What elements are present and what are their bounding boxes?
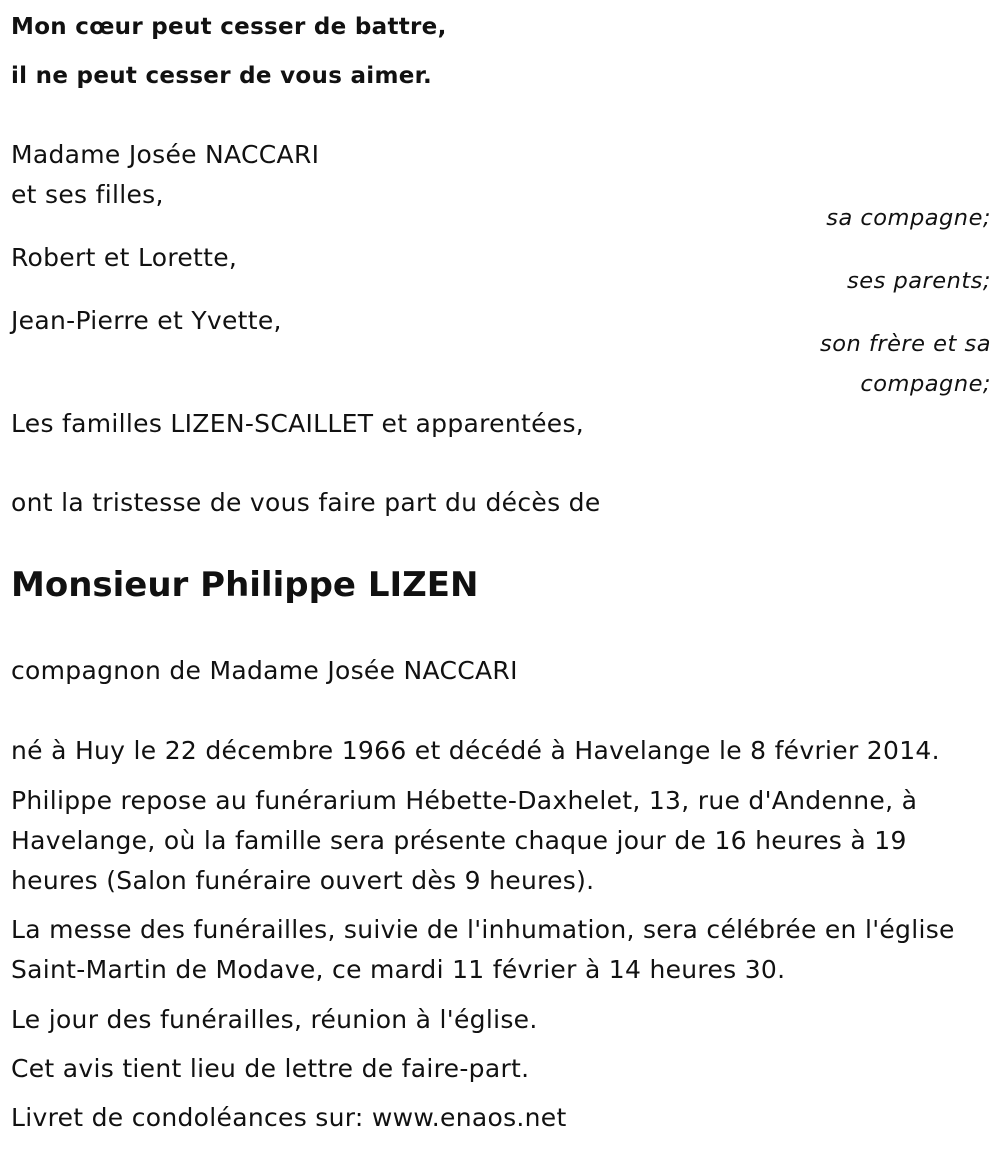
relation-brother-line-1: son frère et sa xyxy=(820,331,991,357)
mourner-companion-daughters: et ses filles, xyxy=(11,180,164,209)
funerarium-line-2: Havelange, où la famille sera présente chaque jour de 16 heures à 19 xyxy=(11,826,907,855)
relation-brother-line-2: compagne; xyxy=(860,371,991,397)
funerarium-line-1: Philippe repose au funérarium Hébette-Daxhelet, 13, rue d'Andenne, à xyxy=(11,786,918,815)
announcement-line: ont la tristesse de vous faire part du décès de xyxy=(11,488,601,517)
birth-death-line: né à Huy le 22 décembre 1966 et décédé à Havelange le 8 février 2014. xyxy=(11,736,940,765)
mourner-brother: Jean-Pierre et Yvette, xyxy=(11,306,282,335)
deceased-description: compagnon de Madame Josée NACCARI xyxy=(11,656,518,685)
mourner-parents: Robert et Lorette, xyxy=(11,243,238,272)
mass-line-1: La messe des funérailles, suivie de l'inhumation, sera célébrée en l'église xyxy=(11,915,955,944)
deceased-name: Monsieur Philippe LIZEN xyxy=(11,565,479,605)
families-line: Les familles LIZEN-SCAILLET et apparentées, xyxy=(11,409,585,438)
mass-line-2: Saint-Martin de Modave, ce mardi 11 février à 14 heures 30. xyxy=(11,955,786,984)
funerarium-line-3: heures (Salon funéraire ouvert dès 9 heures). xyxy=(11,866,595,895)
notice-line: Cet avis tient lieu de lettre de faire-part. xyxy=(11,1054,530,1083)
epitaph-line-2: il ne peut cesser de vous aimer. xyxy=(11,63,433,89)
meeting-line: Le jour des funérailles, réunion à l'église. xyxy=(11,1005,538,1034)
epitaph-line-1: Mon cœur peut cesser de battre, xyxy=(11,14,447,40)
mourner-companion-name: Madame Josée NACCARI xyxy=(11,140,320,169)
condolences-line: Livret de condoléances sur: www.enaos.net xyxy=(11,1103,567,1132)
relation-companion: sa compagne; xyxy=(826,205,991,231)
relation-parents: ses parents; xyxy=(847,268,991,294)
